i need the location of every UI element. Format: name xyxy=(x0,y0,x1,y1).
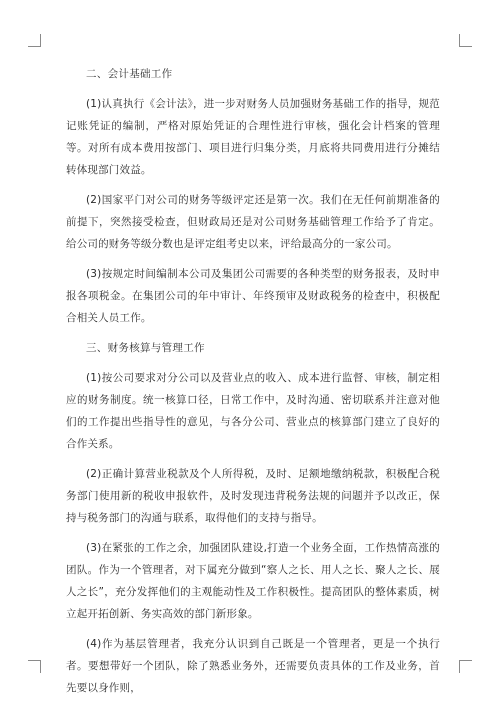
paragraph: (3)按规定时间编制本公司及集团公司需要的各种类型的财务报表，及时申报各项税金。在集团公司的年中审计、年终预审及财政税务的检查中，积极配合相关人员工作。 xyxy=(66,268,440,324)
crop-mark-top-left xyxy=(28,34,41,47)
crop-mark-bottom-left xyxy=(28,660,41,673)
paragraph: (4)作为基层管理者，我充分认识到自己既是一个管理者，更是一个执行者。要想带好一个团队，除了熟悉业务外，还需要负责具体的工作及业务，首先要以身作则， xyxy=(66,638,440,694)
paragraph: (1)认真执行《会计法》，进一步对财务人员加强财务基础工作的指导，规范记账凭证的编制，严格对原始凭证的合理性进行审核，强化会计档案的管理等。对所有成本费用按部门、项目进行归集分类，月底将共同费用进行分摊结转体现部门效益。 xyxy=(66,98,440,176)
section-heading-financial-accounting: 三、财务核算与管理工作 xyxy=(86,342,205,354)
crop-mark-top-right xyxy=(459,34,472,47)
paragraph: (3)在紧张的工作之余，加强团队建设,打造一个业务全面，工作热情高涨的团队。作为一个管理者，对下属充分做到“察人之长、用人之长、聚人之长、展人之长”，充分发挥他们的主观能动性及工作积极性。提高团队的整体素质，树立起开拓创新、务实高效的部门新形象。 xyxy=(66,542,440,620)
paragraph: (2)国家平门对公司的财务等级评定还是第一次。我们在无任何前期准备的前提下，突然接受检查，但财政局还是对公司财务基础管理工作给予了肯定。给公司的财务等级分数也是评定组考史以来，评给最高分的一家公司。 xyxy=(66,194,440,250)
section-heading-accounting-basics: 二、会计基础工作 xyxy=(86,68,173,80)
paragraph: (2)正确计算营业税款及个人所得税，及时、足额地缴纳税款，积极配合税务部门使用新的税收申报软件，及时发现违背税务法规的问题并予以改正，保持与税务部门的沟通与联系，取得他们的支持与指导。 xyxy=(66,468,440,524)
crop-mark-bottom-right xyxy=(459,660,472,673)
document-body xyxy=(66,63,440,707)
paragraph: (1)按公司要求对分公司以及营业点的收入、成本进行监督、审核，制定相应的财务制度。统一核算口径，日常工作中，及时沟通、密切联系并注意对他们的工作提出些指导性的意见，与各分公司、营业点的核算部门建立了良好的合作关系。 xyxy=(66,372,440,450)
